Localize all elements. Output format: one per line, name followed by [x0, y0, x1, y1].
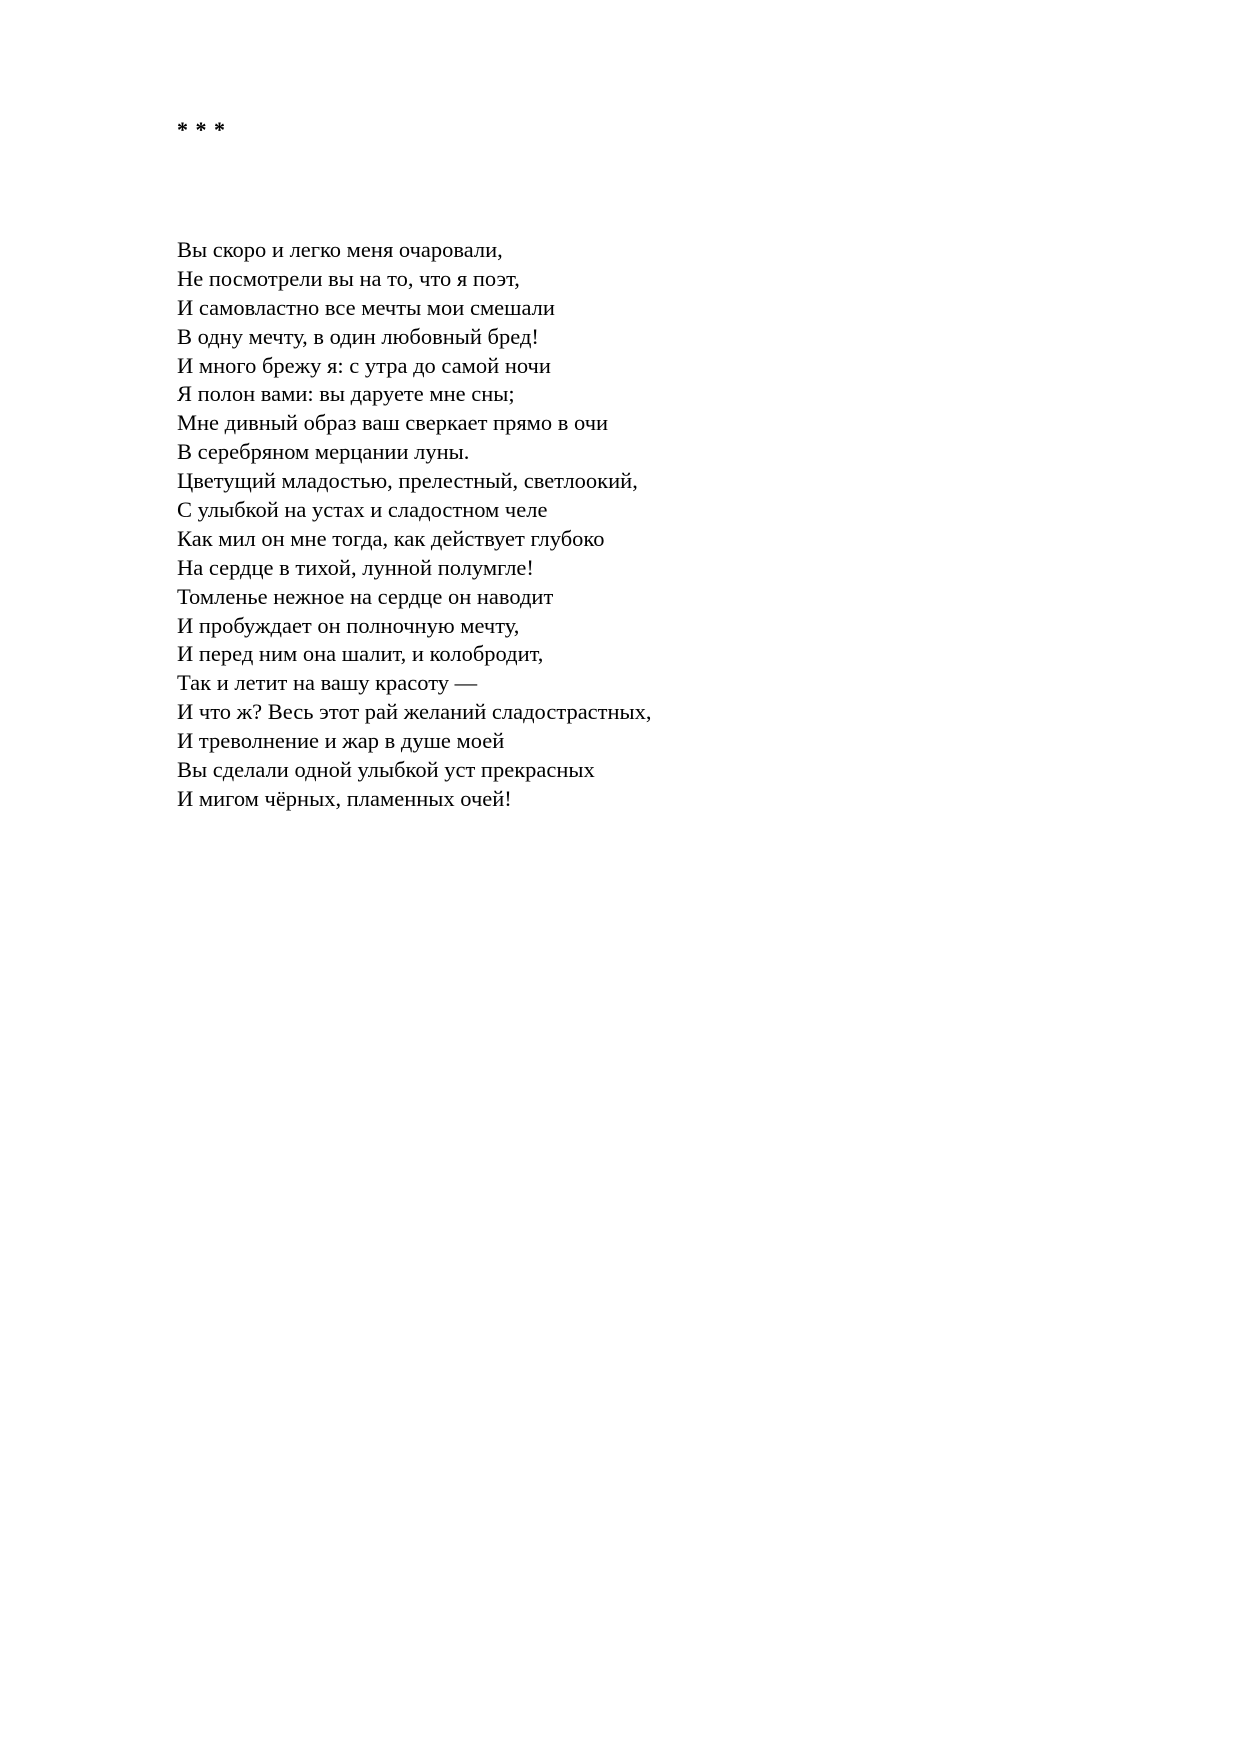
poem-line: И много брежу я: с утра до самой ночи — [177, 352, 551, 378]
poem-line: Томленье нежное на сердце он наводит — [177, 583, 554, 609]
poem-line: В одну мечту, в один любовный бред! — [177, 323, 539, 349]
poem-line: Вы сделали одной улыбкой уст прекрасных — [177, 757, 595, 783]
poem-line: В серебряном мерцании луны. — [177, 439, 470, 465]
poem-line: На сердце в тихой, лунной полумгле! — [177, 554, 534, 580]
poem-line: Не посмотрели вы на то, что я поэт, — [177, 265, 520, 291]
poem-line: И мигом чёрных, пламенных очей! — [177, 785, 512, 811]
poem-line: Я полон вами: вы даруете мне сны; — [177, 381, 515, 407]
poem-line: И перед ним она шалит, и колобродит, — [177, 641, 544, 667]
poem-line: И пробуждает он полночную мечту, — [177, 612, 520, 638]
poem-line: Как мил он мне тогда, как действует глубоко — [177, 525, 605, 551]
poem-line: Вы скоро и легко меня очаровали, — [177, 237, 503, 262]
poem-line: С улыбкой на устах и сладостном челе — [177, 497, 548, 523]
poem-text — [177, 236, 652, 814]
poem-line: Цветущий младостью, прелестный, светлоокий, — [177, 468, 638, 494]
poem-line: Так и летит на вашу красоту — — [177, 670, 478, 696]
poem-line: И самовластно все мечты мои смешали — [177, 294, 555, 320]
section-separator: * * * — [177, 117, 226, 142]
poem-line: И треволнение и жар в душе моей — [177, 728, 505, 754]
poem-line: И что ж? Весь этот рай желаний сладострастных, — [177, 699, 652, 725]
poem-line: Мне дивный образ ваш сверкает прямо в очи — [177, 410, 609, 436]
